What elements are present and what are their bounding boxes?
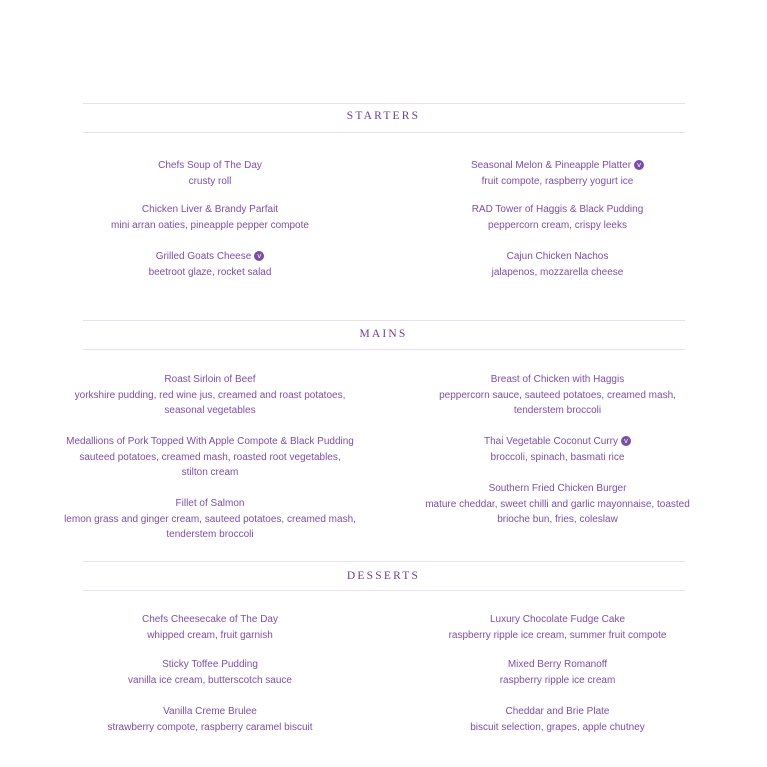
menu-item-name-text: Grilled Goats Cheese bbox=[155, 251, 252, 262]
menu-item bbox=[20, 704, 400, 735]
menu-item-name bbox=[385, 202, 730, 218]
menu-item-name-text: Mixed Berry Romanoff bbox=[507, 659, 608, 670]
vegetarian-badge-icon: v bbox=[634, 160, 644, 170]
section-heading: STARTERS bbox=[346, 110, 421, 122]
menu-item-name-text: Southern Fried Chicken Burger bbox=[488, 483, 627, 494]
menu-item-name-text: Cheddar and Brie Plate bbox=[505, 706, 610, 717]
menu-item-name bbox=[20, 612, 400, 628]
vegetarian-badge-icon: v bbox=[254, 251, 264, 261]
menu-item-description: fruit compote, raspberry yogurt ice bbox=[481, 175, 634, 187]
menu-item bbox=[20, 496, 400, 543]
menu-item-name-text: Chefs Cheesecake of The Day bbox=[141, 614, 278, 625]
menu-item bbox=[20, 202, 400, 233]
menu-item-description: strawberry compote, raspberry caramel biscuit bbox=[107, 721, 313, 733]
menu-item-name-text: Breast of Chicken with Haggis bbox=[490, 374, 625, 385]
menu-item-name-text: Chicken Liver & Brandy Parfait bbox=[141, 204, 279, 215]
menu-item bbox=[20, 249, 400, 280]
menu-item-description: sauteed potatoes, creamed mash, roasted root vegetables, bbox=[79, 451, 341, 463]
menu-item bbox=[385, 249, 730, 280]
menu-item bbox=[385, 202, 730, 233]
vegetarian-badge-icon: v bbox=[621, 436, 631, 446]
section-divider-bottom bbox=[83, 349, 685, 350]
menu-item bbox=[385, 704, 730, 735]
menu-item-name bbox=[20, 158, 400, 174]
menu-item bbox=[20, 372, 400, 419]
menu-item bbox=[385, 657, 730, 688]
menu-item-description: beetroot glaze, rocket salad bbox=[148, 266, 272, 278]
menu-item-name bbox=[20, 704, 400, 720]
menu-item-name-text: Medallions of Pork Topped With Apple Compote & Black Pudding bbox=[66, 436, 354, 447]
menu-item-name-text: Thai Vegetable Coconut Curry bbox=[484, 436, 618, 447]
menu-item-name bbox=[385, 657, 730, 673]
menu-item-name bbox=[385, 434, 730, 450]
section-divider-top bbox=[83, 320, 685, 321]
section-divider-bottom bbox=[83, 590, 685, 591]
section-heading: DESSERTS bbox=[346, 570, 421, 582]
menu-item bbox=[385, 481, 730, 528]
menu-item-name-text: Sticky Toffee Pudding bbox=[162, 659, 258, 670]
menu-item bbox=[385, 158, 730, 189]
section-divider-top bbox=[83, 561, 685, 562]
menu-item bbox=[20, 434, 400, 481]
menu-item-name-text: Luxury Chocolate Fudge Cake bbox=[489, 614, 626, 625]
menu-item-description: raspberry ripple ice cream, summer fruit compote bbox=[448, 629, 667, 641]
menu-item-description: whipped cream, fruit garnish bbox=[147, 629, 273, 641]
menu-item-name bbox=[385, 158, 730, 174]
menu-item bbox=[385, 372, 730, 419]
menu-item-name bbox=[385, 481, 730, 497]
menu-item-description: lemon grass and ginger cream, sauteed potatoes, creamed mash, bbox=[64, 513, 356, 525]
menu-item-description: biscuit selection, grapes, apple chutney bbox=[470, 721, 645, 733]
menu-item-name-text: RAD Tower of Haggis & Black Pudding bbox=[471, 204, 644, 215]
menu-item-name-text: Roast Sirloin of Beef bbox=[164, 374, 256, 385]
section-divider-bottom bbox=[83, 132, 685, 133]
menu-item-description: seasonal vegetables bbox=[164, 405, 256, 416]
menu-item-description: mature cheddar, sweet chilli and garlic mayonnaise, toasted bbox=[425, 498, 690, 510]
menu-item-description: tenderstem broccoli bbox=[513, 405, 602, 416]
menu-item-description: raspberry ripple ice cream bbox=[499, 674, 616, 686]
section-divider-top bbox=[83, 103, 685, 104]
menu-item-name bbox=[20, 496, 400, 512]
menu-item bbox=[385, 434, 730, 465]
menu-item-name-text: Fillet of Salmon bbox=[175, 498, 245, 509]
menu-item-description: tenderstem broccoli bbox=[166, 529, 254, 540]
menu-item-name bbox=[20, 372, 400, 388]
menu-item-name bbox=[385, 249, 730, 265]
menu-item-description: jalapenos, mozzarella cheese bbox=[491, 266, 624, 278]
menu-item-description: vanilla ice cream, butterscotch sauce bbox=[128, 674, 292, 686]
menu-item-description: stilton cream bbox=[181, 467, 239, 478]
menu-item-name bbox=[20, 202, 400, 218]
menu-item-name-text: Chefs Soup of The Day bbox=[158, 160, 262, 171]
menu-item bbox=[385, 612, 730, 643]
menu-item bbox=[20, 158, 400, 189]
menu-item-description: peppercorn cream, crispy leeks bbox=[488, 219, 627, 231]
menu-item-name-text: Seasonal Melon & Pineapple Platter bbox=[470, 160, 632, 171]
section-heading: MAINS bbox=[359, 328, 408, 340]
menu-item-description: mini arran oaties, pineapple pepper compote bbox=[111, 219, 309, 231]
menu-item-name bbox=[20, 249, 400, 265]
menu-item-name bbox=[20, 657, 400, 673]
menu-item-name bbox=[385, 704, 730, 720]
menu-item-description: yorkshire pudding, red wine jus, creamed and roast potatoes, bbox=[74, 389, 346, 401]
menu-item-description: broccoli, spinach, basmati rice bbox=[490, 451, 625, 463]
menu-item-description: crusty roll bbox=[188, 175, 232, 187]
menu-item bbox=[20, 612, 400, 643]
menu-item-name bbox=[20, 434, 400, 450]
menu-item-name bbox=[385, 612, 730, 628]
menu-item bbox=[20, 657, 400, 688]
menu-item-name bbox=[385, 372, 730, 388]
menu-item-name-text: Cajun Chicken Nachos bbox=[506, 251, 609, 262]
menu-item-name-text: Vanilla Creme Brulee bbox=[163, 706, 257, 717]
menu-item-description: peppercorn sauce, sauteed potatoes, creamed mash, bbox=[439, 389, 676, 401]
menu-item-description: brioche bun, fries, coleslaw bbox=[497, 514, 618, 525]
